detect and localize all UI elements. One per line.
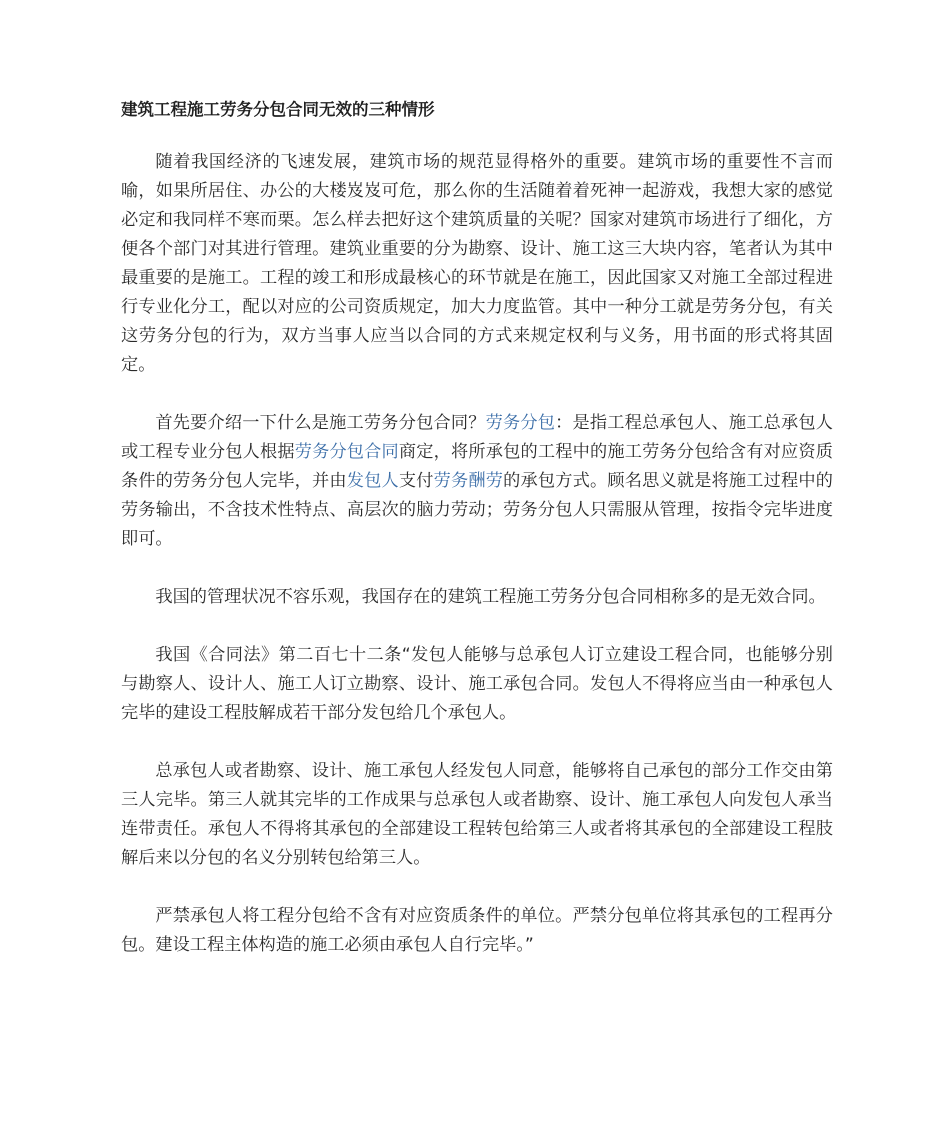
- paragraph-2-text-2: ：是指工程总承包人、施工总承包人或工程专业分包人根据: [121, 413, 833, 462]
- link-employer[interactable]: 发包人: [346, 471, 399, 491]
- paragraph-2-text-3: 商定，将所承包的工程中的施工劳务分包给含有对应资质条件的劳务分包人完毕，并由: [121, 442, 833, 491]
- paragraph-2: [121, 409, 833, 554]
- paragraph-6: 严禁承包人将工程分包给不含有对应资质条件的单位。严禁分包单位将其承包的工程再分包。建设工程主体构造的施工必须由承包人自行完毕。”: [121, 906, 833, 955]
- paragraph-2-text-4: 支付: [398, 471, 434, 491]
- paragraph-4: 我国《合同法》第二百七十二条“发包人能够与总承包人订立建设工程合同，也能够分别与勘察人、设计人、施工人订立勘察、设计、施工承包合同。发包人不得将应当由一种承包人完毕的建设工程肢解成若干部分发包给几个承包人。: [121, 645, 833, 723]
- link-labor-remuneration[interactable]: 劳务酬劳: [433, 471, 504, 491]
- paragraph-5: 总承包人或者勘察、设计、施工承包人经发包人同意，能够将自己承包的部分工作交由第三人完毕。第三人就其完毕的工作成果与总承包人或者勘察、设计、施工承包人向发包人承当连带责任。承包人不得将其承包的全部建设工程转包给第三人或者将其承包的全部建设工程肢解后来以分包的名义分别转包给第三人。: [121, 761, 833, 868]
- document-title: 建筑工程施工劳务分包合同无效的三种情形: [121, 100, 435, 119]
- document-page: [121, 96, 833, 989]
- paragraph-2-text-5: 的承包方式。顾名思义就是将施工过程中的劳务输出，不含技术性特点、高层次的脑力劳动；劳务分包人只需服从管理，按指令完毕进度即可。: [121, 471, 833, 549]
- paragraph-3: 我国的管理状况不容乐观，我国存在的建筑工程施工劳务分包合同相称多的是无效合同。: [155, 587, 826, 607]
- paragraph-2-text-1: 首先要介绍一下什么是施工劳务分包合同？: [155, 413, 486, 433]
- link-labor-subcontract[interactable]: 劳务分包: [485, 413, 556, 433]
- paragraph-1: 随着我国经济的飞速发展，建筑市场的规范显得格外的重要。建筑市场的重要性不言而喻，如果所居住、办公的大楼岌岌可危，那么你的生活随着着死神一起游戏，我想大家的感觉必定和我同样不寒而栗。怎么样去把好这个建筑质量的关呢？国家对建筑市场进行了细化，方便各个部门对其进行管理。建筑业重要的分为勘察、设计、施工这三大块内容，笔者认为其中最重要的是施工。工程的竣工和形成最核心的环节就是在施工，因此国家又对施工全部过程进行专业化分工，配以对应的公司资质规定，加大力度监管。其中一种分工就是劳务分包，有关这劳务分包的行为，双方当事人应当以合同的方式来规定权利与义务，用书面的形式将其固定。: [121, 152, 833, 375]
- link-labor-subcontract-contract[interactable]: 劳务分包合同: [294, 442, 399, 462]
